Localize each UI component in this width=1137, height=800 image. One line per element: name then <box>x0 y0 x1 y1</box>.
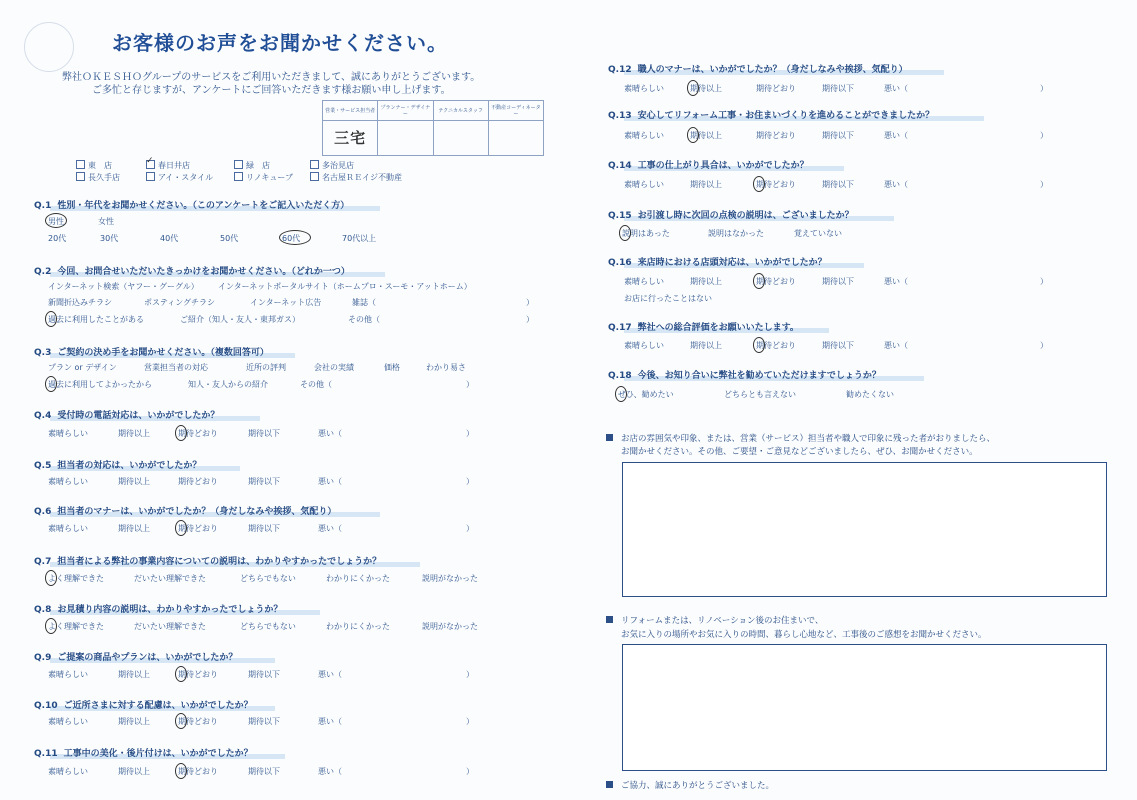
answer-option[interactable]: 期待以下 <box>248 670 280 679</box>
answer-option[interactable]: 悪い（ <box>318 767 342 776</box>
answer-option[interactable]: どちらとも言えない <box>724 390 796 399</box>
answer-option[interactable]: 説明はあった <box>622 229 670 238</box>
hand-circle-mark <box>45 376 57 392</box>
answer-option[interactable]: 70代以上 <box>342 234 377 243</box>
answer-option[interactable]: 40代 <box>160 234 179 243</box>
hand-circle-mark <box>175 763 187 779</box>
staff-value-planner[interactable] <box>378 121 433 156</box>
answer-option[interactable]: 期待以上 <box>118 429 150 438</box>
staff-value-sales[interactable]: 三宅 <box>323 121 378 156</box>
answer-option[interactable]: 期待どおり <box>756 131 796 140</box>
answer-option[interactable]: 期待どおり <box>756 84 796 93</box>
answer-option[interactable]: 期待以下 <box>822 131 854 140</box>
answer-option[interactable]: 期待以上 <box>118 717 150 726</box>
answer-option[interactable]: 期待どおり <box>178 429 218 438</box>
answer-option[interactable]: 勧めたくない <box>846 390 894 399</box>
answer-option[interactable]: 悪い（ <box>884 341 908 350</box>
section1-line-2: お聞かせください。その他、ご要望・ご意見などございましたら、ぜひ、お聞かせください。 <box>621 447 978 457</box>
answer-option[interactable]: ぜひ、勧めたい <box>618 390 674 399</box>
answer-option[interactable]: 説明がなかった <box>422 574 478 583</box>
answer-option[interactable]: ） <box>466 670 474 679</box>
hand-circle-mark <box>615 386 627 402</box>
answer-option[interactable]: 近所の評判 <box>246 363 286 372</box>
footer-thanks: ご協力、誠にありがとうございました。 <box>606 779 774 791</box>
answer-option[interactable]: 期待以上 <box>690 131 722 140</box>
answer-option[interactable]: 素晴らしい <box>48 524 88 533</box>
store-option[interactable]: 緑 店 <box>234 160 270 171</box>
answer-option[interactable]: 過去に利用してよかったから <box>48 380 152 389</box>
answer-option[interactable]: 期待以下 <box>822 84 854 93</box>
answer-option[interactable]: 過去に利用したことがある <box>48 315 144 324</box>
staff-value-realestate[interactable] <box>488 121 543 156</box>
checkbox-icon[interactable] <box>76 172 85 181</box>
answer-option[interactable]: インターネット検索（ヤフー・グーグル） <box>48 282 199 291</box>
answer-option[interactable]: 知人・友人からの紹介 <box>188 380 268 389</box>
answer-option[interactable]: 期待以下 <box>822 277 854 286</box>
answer-option[interactable]: 30代 <box>100 234 119 243</box>
answer-option[interactable]: 期待どおり <box>756 277 796 286</box>
answer-option[interactable]: ） <box>466 767 474 776</box>
answer-option[interactable]: 悪い（ <box>318 429 342 438</box>
answer-option[interactable]: インターネット広告 <box>250 298 322 307</box>
answer-option[interactable]: 期待どおり <box>178 524 218 533</box>
checkbox-icon[interactable] <box>146 172 155 181</box>
answer-option[interactable]: お店に行ったことはない <box>624 294 712 303</box>
answer-option[interactable]: 期待以下 <box>248 717 280 726</box>
question-title: Q.13 安心してリフォーム工事・お住まいづくりを進めることができましたか？ <box>608 111 935 121</box>
answer-option[interactable]: 雑誌（ <box>352 298 376 307</box>
square-bullet-icon <box>606 616 613 623</box>
hand-circle-mark <box>753 337 765 353</box>
answer-option[interactable]: 素晴らしい <box>624 341 664 350</box>
answer-option[interactable]: だいたい理解できた <box>134 622 206 631</box>
answer-option[interactable]: 期待以上 <box>118 670 150 679</box>
checkbox-icon[interactable] <box>234 160 243 169</box>
hand-circle-mark <box>687 127 699 143</box>
answer-option[interactable]: 期待どおり <box>756 180 796 189</box>
answer-option[interactable]: 期待以下 <box>248 477 280 486</box>
answer-option[interactable]: ） <box>1040 180 1048 189</box>
answer-option[interactable]: 素晴らしい <box>624 277 664 286</box>
answer-option[interactable]: ） <box>1040 84 1048 93</box>
question-title: Q.10 ご近所さまに対する配慮は、いかがでしたか？ <box>34 701 253 711</box>
answer-option[interactable]: 悪い（ <box>318 717 342 726</box>
answer-option[interactable]: わかりにくかった <box>326 574 390 583</box>
square-bullet-icon <box>606 434 613 441</box>
question-title: Q.9 ご提案の商品やプランは、いかがでしたか？ <box>34 653 238 663</box>
answer-option[interactable]: 悪い（ <box>884 180 908 189</box>
answer-option[interactable]: 素晴らしい <box>48 717 88 726</box>
answer-option[interactable]: 説明がなかった <box>422 622 478 631</box>
answer-option[interactable]: 期待以上 <box>690 277 722 286</box>
answer-option[interactable]: 期待どおり <box>178 767 218 776</box>
store-option[interactable]: アイ・スタイル <box>146 172 213 183</box>
answer-option[interactable]: よく理解できた <box>48 574 104 583</box>
question-title: Q.16 来店時における店頭対応は、いかがでしたか？ <box>608 258 827 268</box>
hand-circle-mark <box>175 425 187 441</box>
answer-option[interactable]: 素晴らしい <box>48 767 88 776</box>
hand-circle-mark <box>753 273 765 289</box>
answer-option[interactable]: 素晴らしい <box>624 180 664 189</box>
comment-box-1[interactable] <box>622 462 1107 597</box>
staff-value-technical[interactable] <box>433 121 488 156</box>
question-title: Q.3 ご契約の決め手をお聞かせください。（複数回答可） <box>34 348 269 358</box>
store-option[interactable]: 名古屋ＲＥイジ不動産 <box>310 172 402 183</box>
question-title: Q.17 弊社への総合評価をお願いいたします。 <box>608 323 799 333</box>
question-title: Q.11 工事中の美化・後片付けは、いかがでしたか？ <box>34 749 253 759</box>
answer-option[interactable]: プラン or デザイン <box>48 363 117 372</box>
answer-option[interactable]: ） <box>466 380 474 389</box>
square-bullet-icon <box>606 781 613 788</box>
answer-option[interactable]: ） <box>1040 277 1048 286</box>
hand-circle-mark <box>753 176 765 192</box>
answer-option[interactable]: ） <box>1040 131 1048 140</box>
store-option[interactable]: リノキューブ <box>234 172 293 183</box>
checkbox-checked-icon[interactable] <box>146 160 155 169</box>
answer-option[interactable]: 悪い（ <box>318 477 342 486</box>
store-option[interactable]: ✓ 春日井店 <box>146 160 190 171</box>
question-title: Q.2 今回、お問合せいただいたきっかけをお聞かせください。（どれか一つ） <box>34 267 350 277</box>
answer-option[interactable]: どちらでもない <box>240 574 296 583</box>
answer-option[interactable]: 60代 <box>282 234 301 243</box>
store-option[interactable]: 東 店 <box>76 160 112 171</box>
answer-option[interactable]: インターネットポータルサイト（ホームプロ・スーモ・アットホーム） <box>218 282 472 291</box>
store-option[interactable]: 長久手店 <box>76 172 120 183</box>
store-option[interactable]: 多治見店 <box>310 160 354 171</box>
answer-option[interactable]: どちらでもない <box>240 622 296 631</box>
answer-option[interactable]: 覚えていない <box>794 229 842 238</box>
answer-option[interactable]: 期待どおり <box>178 717 218 726</box>
question-title: Q.15 お引渡し時に次回の点検の説明は、ございましたか？ <box>608 211 854 221</box>
checkbox-icon[interactable] <box>234 172 243 181</box>
answer-option[interactable]: 悪い（ <box>884 84 908 93</box>
answer-option[interactable]: その他（ <box>300 380 332 389</box>
answer-option[interactable]: 期待以下 <box>822 180 854 189</box>
answer-option[interactable]: 営業担当者の対応 <box>144 363 208 372</box>
question-title: Q.6 担当者のマナーは、いかがでしたか？（身だしなみや挨拶、気配り） <box>34 507 337 517</box>
hand-circle-mark <box>45 213 67 228</box>
intro-line-1: 弊社ＯＫＥＳＨＯグループのサービスをご利用いただきまして、誠にありがとうございます。 <box>62 72 481 83</box>
answer-option[interactable]: 期待以下 <box>248 524 280 533</box>
answer-option[interactable]: 新聞折込みチラシ <box>48 298 112 307</box>
answer-option[interactable]: 期待以下 <box>822 341 854 350</box>
intro-line-2: ご多忙と存じますが、アンケートにご回答いただきます様お願い申し上げます。 <box>92 85 451 96</box>
section2-line-2: お気に入りの場所やお気に入りの時間、暮らし心地など、工事後のご感想をお聞かせください。 <box>621 630 987 640</box>
staff-header-planner: プランナー・デザイナー <box>378 101 433 121</box>
answer-option[interactable]: 期待以上 <box>118 767 150 776</box>
question-title: Q.4 受付時の電話対応は、いかがでしたか？ <box>34 411 220 421</box>
question-title: Q.18 今後、お知り合いに弊社を勧めていただけますでしょうか？ <box>608 371 881 381</box>
answer-option[interactable]: わかり易さ <box>426 363 466 372</box>
checkbox-icon[interactable] <box>310 160 319 169</box>
answer-option[interactable]: 悪い（ <box>884 131 908 140</box>
answer-option[interactable]: ） <box>1040 341 1048 350</box>
checkbox-icon[interactable] <box>310 172 319 181</box>
answer-option[interactable]: 悪い（ <box>318 524 342 533</box>
answer-option[interactable]: よく理解できた <box>48 622 104 631</box>
hand-circle-mark <box>175 713 187 729</box>
answer-option[interactable]: 期待以下 <box>248 767 280 776</box>
answer-option[interactable]: 悪い（ <box>884 277 908 286</box>
answer-option[interactable]: わかりにくかった <box>326 622 390 631</box>
answer-option[interactable]: 悪い（ <box>318 670 342 679</box>
answer-option[interactable]: 期待以上 <box>118 477 150 486</box>
answer-option[interactable]: 素晴らしい <box>48 670 88 679</box>
staff-header-technical: テクニカルスタッフ <box>433 101 488 121</box>
answer-option[interactable]: 女性 <box>98 217 114 226</box>
answer-option[interactable]: 素晴らしい <box>48 429 88 438</box>
answer-option[interactable]: 期待以上 <box>690 84 722 93</box>
answer-option[interactable]: 価格 <box>384 363 400 372</box>
answer-option[interactable]: 期待どおり <box>178 477 218 486</box>
answer-option[interactable]: ） <box>466 429 474 438</box>
question-title: Q.5 担当者の対応は、いかがでしたか？ <box>34 461 202 471</box>
answer-option[interactable]: 素晴らしい <box>624 84 664 93</box>
answer-option[interactable]: 素晴らしい <box>624 131 664 140</box>
staff-header-realestate: 不動産コーディネーター <box>488 101 543 121</box>
answer-option[interactable]: だいたい理解できた <box>134 574 206 583</box>
answer-option[interactable]: 男性 <box>48 217 64 226</box>
answer-option[interactable]: ） <box>466 717 474 726</box>
answer-option[interactable]: ） <box>526 315 534 324</box>
answer-option[interactable]: 20代 <box>48 234 67 243</box>
answer-option[interactable]: ） <box>466 524 474 533</box>
answer-option[interactable]: 素晴らしい <box>48 477 88 486</box>
answer-option[interactable]: 期待以上 <box>690 341 722 350</box>
answer-option[interactable]: ご紹介（知人・友人・東邦ガス） <box>180 315 300 324</box>
answer-option[interactable]: ） <box>526 298 534 307</box>
hand-circle-mark <box>175 520 187 536</box>
question-title: Q.1 性別・年代をお聞かせください。（このアンケートをご記入いただく方） <box>34 201 350 211</box>
checkbox-icon[interactable] <box>76 160 85 169</box>
question-title: Q.8 お見積り内容の説明は、わかりやすかったでしょうか？ <box>34 605 283 615</box>
answer-option[interactable]: ） <box>466 477 474 486</box>
answer-option[interactable]: 期待以下 <box>248 429 280 438</box>
page-title: お客様のお声をお聞かせください。 <box>112 31 448 55</box>
hand-circle-mark <box>45 618 57 634</box>
hand-circle-mark <box>45 570 57 586</box>
hand-circle-mark <box>619 225 631 241</box>
hand-circle-mark <box>279 230 311 245</box>
answer-option[interactable]: その他（ <box>348 315 380 324</box>
section1-line-1: お店の雰囲気や印象、または、営業（サービス）担当者や職人で印象に残った者がおりましたら、 <box>606 432 995 444</box>
question-title: Q.7 担当者による弊社の事業内容についての説明は、わかりやすかったでしょうか？ <box>34 557 382 567</box>
comment-box-2[interactable] <box>622 644 1107 771</box>
answer-option[interactable]: 50代 <box>220 234 239 243</box>
answer-option[interactable]: ポスティングチラシ <box>144 298 216 307</box>
hand-circle-mark <box>687 80 699 96</box>
question-title: Q.14 工事の仕上がり具合は、いかがでしたか？ <box>608 161 809 171</box>
answer-option[interactable]: 期待どおり <box>178 670 218 679</box>
answer-option[interactable]: 説明はなかった <box>708 229 764 238</box>
stamp-circle <box>24 22 74 72</box>
answer-option[interactable]: 期待どおり <box>756 341 796 350</box>
staff-table <box>322 100 544 156</box>
hand-circle-mark <box>175 666 187 682</box>
section2-line-1: リフォームまたは、リノベーション後のお住まいで、 <box>606 614 823 626</box>
hand-circle-mark <box>45 311 57 327</box>
answer-option[interactable]: 期待以上 <box>690 180 722 189</box>
staff-header-sales: 営業・サービス担当者 <box>323 101 378 121</box>
question-title: Q.12 職人のマナーは、いかがでしたか？（身だしなみや挨拶、気配り） <box>608 65 908 75</box>
answer-option[interactable]: 会社の実績 <box>314 363 354 372</box>
answer-option[interactable]: 期待以上 <box>118 524 150 533</box>
